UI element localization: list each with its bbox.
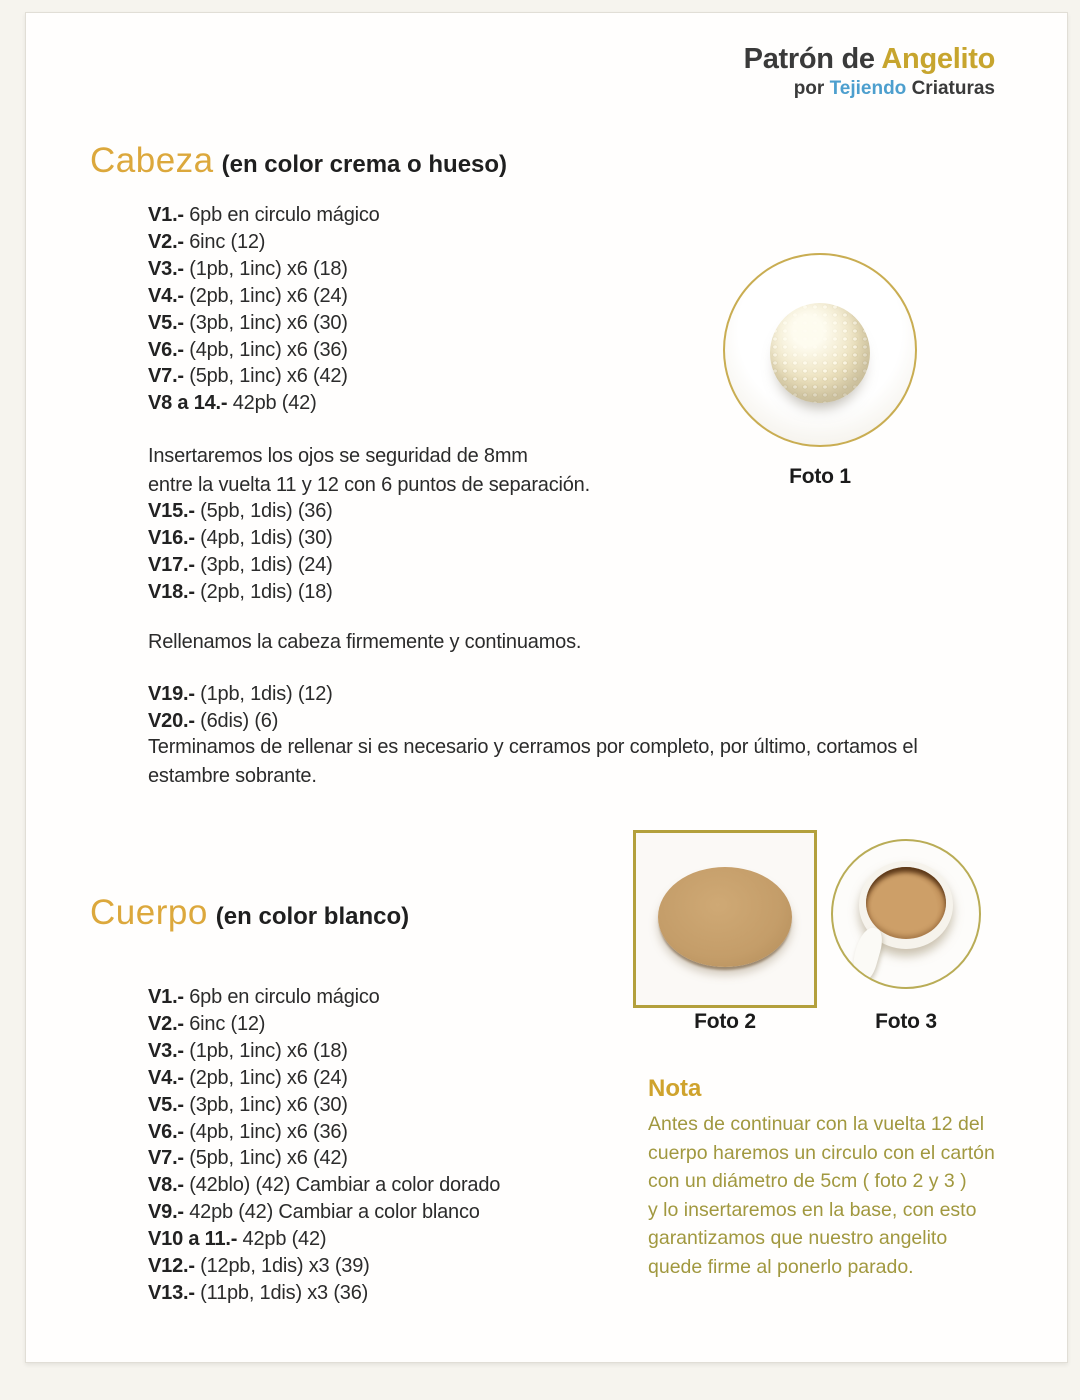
paragraph-line: Terminamos de rellenar si es necesario y cerramos por completo, por último, cortamos el: [148, 736, 918, 758]
round-row: [148, 708, 333, 735]
round-row: [148, 390, 380, 417]
round-row: [148, 337, 380, 364]
round-row: [148, 1011, 500, 1038]
byline-prefix: por: [793, 78, 830, 100]
round-label: V4.-: [148, 284, 184, 307]
round-label: V7.-: [148, 365, 184, 388]
cardboard-circle-image: [658, 867, 792, 967]
document-byline: [744, 78, 995, 100]
round-row: [148, 1253, 500, 1280]
cabeza-fill-note: [148, 628, 581, 657]
round-label: V6.-: [148, 338, 184, 361]
round-row: [148, 1226, 500, 1253]
round-label: V12.-: [148, 1255, 195, 1278]
round-text: (5pb, 1dis) (36): [200, 500, 333, 522]
round-row: [148, 1199, 500, 1226]
byline-brand: Tejiendo: [829, 78, 907, 100]
round-label: V20.-: [148, 709, 195, 732]
paragraph-line: Rellenamos la cabeza firmemente y continuamos.: [148, 631, 582, 653]
round-row: [148, 310, 380, 337]
cabeza-rounds-close: [148, 681, 333, 735]
round-row: [148, 498, 333, 525]
crochet-ball-image: [770, 303, 870, 403]
round-text: (12pb, 1dis) x3 (39): [200, 1255, 370, 1278]
round-label: V1.-: [148, 986, 184, 1008]
nota-line: quede firme al ponerlo parado.: [648, 1255, 914, 1278]
round-row: [148, 1065, 500, 1092]
round-text: 42pb (42): [232, 392, 317, 415]
round-row: [148, 984, 500, 1011]
cardboard-inserted-image: [866, 867, 946, 939]
foto-2-photo: [633, 830, 817, 1008]
round-label: V19.-: [148, 683, 195, 705]
round-text: 42pb (42): [242, 1228, 327, 1251]
document-title: [744, 43, 995, 76]
round-label: V17.-: [148, 553, 195, 576]
foto-2-caption: Foto 2: [694, 1010, 756, 1033]
nota-line: con un diámetro de 5cm ( foto 2 y 3 ): [648, 1170, 967, 1193]
foto-1-caption: Foto 1: [789, 465, 851, 488]
round-label: V2.-: [148, 1012, 184, 1035]
round-label: V9.-: [148, 1201, 184, 1224]
round-row: [148, 1119, 500, 1146]
round-text: (5pb, 1inc) x6 (42): [189, 1147, 348, 1170]
round-text: (3pb, 1inc) x6 (30): [189, 311, 348, 334]
round-label: V1.-: [148, 204, 184, 226]
round-text: (5pb, 1inc) x6 (42): [189, 365, 348, 388]
round-label: V8.-: [148, 1174, 184, 1197]
round-text: (42blo) (42) Cambiar a color dorado: [189, 1174, 501, 1197]
round-row: [148, 1172, 500, 1199]
round-text: 6pb en circulo mágico: [189, 986, 380, 1008]
round-label: V8 a 14.-: [148, 392, 228, 415]
document-header: [744, 43, 995, 100]
round-label: V10 a 11.-: [148, 1228, 238, 1251]
round-row: [148, 681, 333, 708]
round-label: V13.-: [148, 1281, 195, 1304]
round-row: [148, 363, 380, 390]
round-row: [148, 283, 380, 310]
nota-line: y lo insertaremos en la base, con esto: [648, 1198, 977, 1221]
round-row: [148, 579, 333, 606]
round-text: (2pb, 1inc) x6 (24): [189, 1066, 348, 1089]
cabeza-rounds-decrease: [148, 498, 333, 606]
cabeza-rounds-increase: [148, 202, 380, 417]
round-text: (4pb, 1inc) x6 (36): [189, 1120, 348, 1143]
round-text: 6inc (12): [189, 230, 266, 253]
round-label: V5.-: [148, 1093, 184, 1116]
round-row: [148, 202, 380, 229]
title-prefix: Patrón de: [743, 43, 882, 75]
section-subtitle-cuerpo: (en color blanco): [215, 903, 410, 930]
round-label: V16.-: [148, 526, 195, 549]
round-text: (2pb, 1dis) (18): [200, 580, 333, 603]
round-text: (1pb, 1inc) x6 (18): [189, 1039, 348, 1062]
round-label: V18.-: [148, 580, 195, 603]
paragraph-line: Insertaremos los ojos se seguridad de 8mm: [148, 445, 528, 467]
round-text: (6dis) (6): [200, 709, 279, 732]
round-row: [148, 229, 380, 256]
round-label: V6.-: [148, 1120, 184, 1143]
round-label: V2.-: [148, 230, 184, 253]
nota-body: [648, 1110, 995, 1282]
cuerpo-rounds: [148, 984, 500, 1307]
round-row: [148, 552, 333, 579]
round-label: V5.-: [148, 311, 184, 334]
round-row: [148, 525, 333, 552]
round-label: V3.-: [148, 257, 184, 280]
paragraph-line: entre la vuelta 11 y 12 con 6 puntos de separación.: [148, 473, 590, 496]
section-title-cabeza: Cabeza: [90, 141, 214, 180]
nota-line: Antes de continuar con la vuelta 12 del: [648, 1113, 985, 1135]
nota-line: cuerpo haremos un circulo con el cartón: [648, 1141, 995, 1164]
foto-3-photo: [831, 839, 981, 989]
byline-suffix: Criaturas: [906, 78, 995, 100]
round-row: [148, 1145, 500, 1172]
round-text: (1pb, 1inc) x6 (18): [189, 257, 348, 280]
round-text: (3pb, 1inc) x6 (30): [189, 1093, 348, 1116]
round-text: 6pb en circulo mágico: [189, 204, 380, 226]
title-accent: Angelito: [881, 43, 995, 75]
round-text: (3pb, 1dis) (24): [200, 553, 333, 576]
yarn-tail-image: [848, 925, 886, 984]
round-text: (11pb, 1dis) x3 (36): [200, 1281, 369, 1304]
round-text: 42pb (42) Cambiar a color blanco: [189, 1201, 480, 1224]
round-row: [148, 256, 380, 283]
round-text: (2pb, 1inc) x6 (24): [189, 284, 348, 307]
round-text: (4pb, 1dis) (30): [200, 526, 333, 549]
nota-title: Nota: [648, 1075, 702, 1102]
section-subtitle-cabeza: (en color crema o hueso): [221, 151, 508, 178]
foto-3-caption: Foto 3: [875, 1010, 937, 1033]
round-text: 6inc (12): [189, 1012, 266, 1035]
round-row: [148, 1092, 500, 1119]
round-row: [148, 1038, 500, 1065]
section-title-cuerpo: Cuerpo: [90, 893, 208, 932]
round-label: V15.-: [148, 500, 195, 522]
round-label: V7.-: [148, 1147, 184, 1170]
nota-line: garantizamos que nuestro angelito: [648, 1227, 948, 1250]
round-row: [148, 1280, 500, 1307]
round-label: V4.-: [148, 1066, 184, 1089]
round-text: (4pb, 1inc) x6 (36): [189, 338, 348, 361]
paragraph-line: estambre sobrante.: [148, 765, 317, 787]
round-text: (1pb, 1dis) (12): [200, 683, 333, 705]
foto-1-photo: [723, 253, 917, 447]
section-heading-cabeza: [90, 141, 507, 181]
pattern-page: [25, 12, 1068, 1363]
round-label: V3.-: [148, 1039, 184, 1062]
cabeza-close-note: [148, 733, 918, 791]
section-heading-cuerpo: [90, 893, 409, 933]
cabeza-eyes-note: [148, 442, 590, 499]
